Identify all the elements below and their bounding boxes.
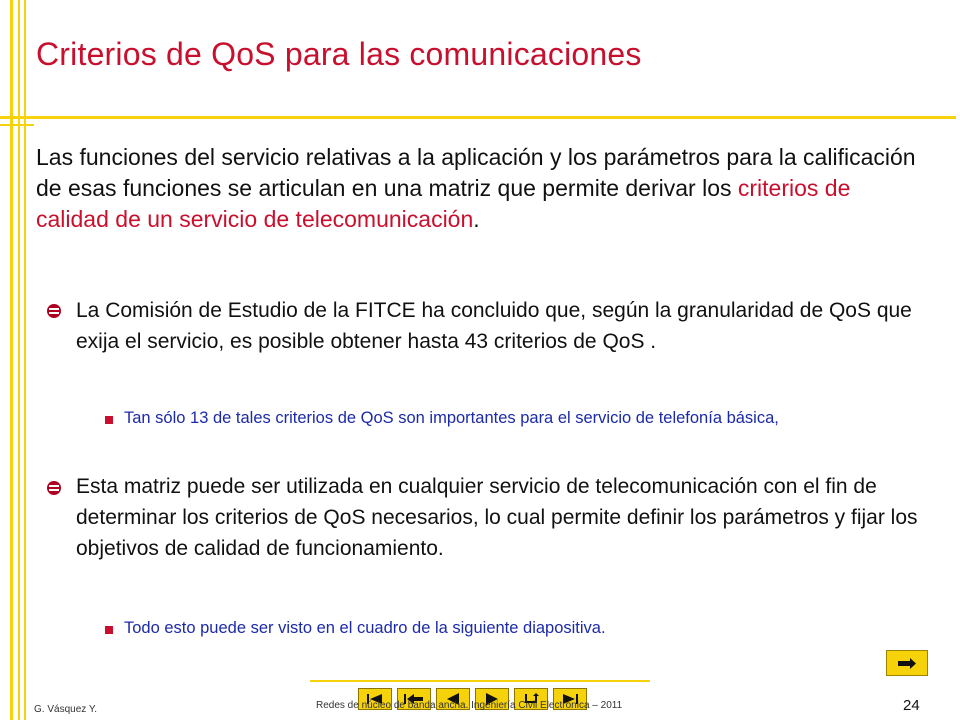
bullet-2-text: Esta matriz puede ser utilizada en cualquier servicio de telecomunicación con el fin de determinar los criterios de QoS necesarios, lo cual permite definir los parámetros y fijar los objetivos de calidad de funcionamiento.	[76, 475, 918, 560]
nav-divider	[310, 680, 650, 682]
frame-line-left-3	[24, 0, 26, 720]
bullet-2-marker-icon	[47, 481, 61, 495]
footer-author: G. Vásquez Y.	[34, 704, 98, 715]
frame-line-left-2	[18, 0, 20, 720]
frame-line-left-1	[10, 0, 13, 720]
sub-bullet-1-marker-icon	[105, 416, 113, 424]
intro-highlight: criterios de calidad de un servicio de telecomunicación	[36, 175, 851, 232]
frame-line-top-2	[0, 124, 34, 126]
bullet-1-text: La Comisión de Estudio de la FITCE ha concluido que, según la granularidad de QoS que exija el servicio, es posible obtener hasta 43 criterios de QoS .	[76, 299, 912, 353]
sub-bullet-2-text: Todo esto puede ser visto en el cuadro de la siguiente diapositiva.	[124, 619, 606, 637]
frame-line-top-1	[0, 116, 956, 119]
intro-end: .	[473, 206, 480, 232]
page-number: 24	[903, 697, 920, 714]
next-slide-button[interactable]	[886, 650, 928, 676]
bullet-1-marker-icon	[47, 304, 61, 318]
sub-bullet-2-marker-icon	[105, 626, 113, 634]
footer-course: Redes de núcleo de banda ancha. Ingeniería Civil Electrónica – 2011	[316, 700, 623, 711]
sub-bullet-1-text: Tan sólo 13 de tales criterios de QoS son importantes para el servicio de telefonía básica,	[124, 409, 779, 427]
next-slide-icon	[897, 657, 917, 669]
intro-paragraph	[36, 142, 926, 235]
intro-text: Las funciones del servicio relativas a la aplicación y los parámetros para la calificación de esas funciones se articulan en una matriz que permite derivar los	[36, 144, 916, 201]
slide-title: Criterios de QoS para las comunicaciones	[36, 36, 642, 72]
